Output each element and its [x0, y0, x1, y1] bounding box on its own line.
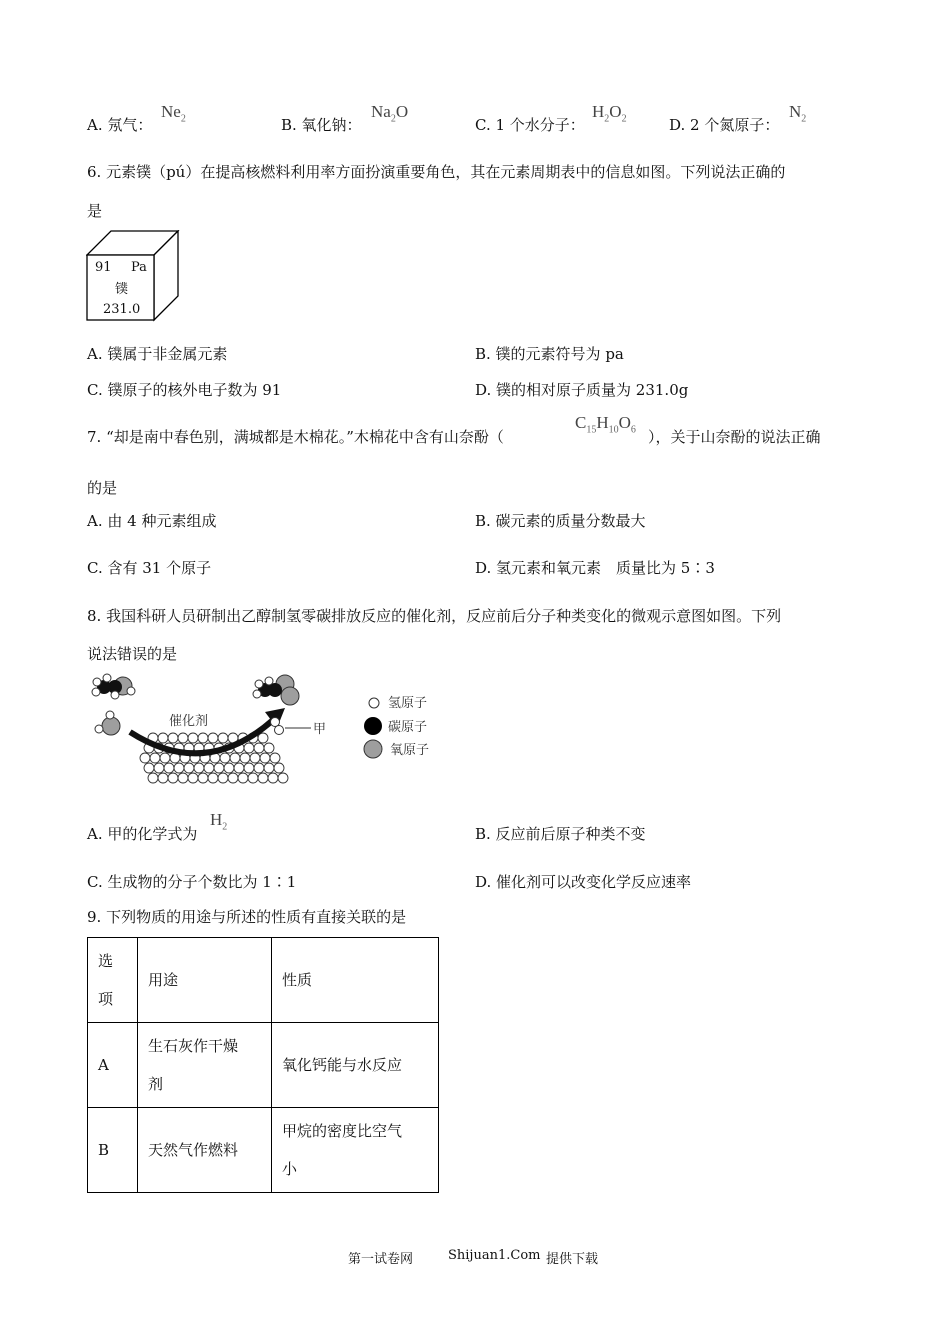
catalyst-atom [254, 743, 264, 753]
catalyst-atom [254, 763, 264, 773]
row-property: 甲烷的密度比空气 小 [272, 1108, 439, 1193]
catalyst-atom [258, 773, 268, 783]
q6-option-c: C. 镤原子的核外电子数为 91 [87, 381, 282, 399]
q5-option-d-label: D. 2 个氮原子： [669, 116, 780, 134]
q5-option-a-formula: $Ne_2$ [161, 102, 186, 125]
row-use: 天然气作燃料 [138, 1108, 272, 1193]
catalyst-atom [250, 753, 260, 763]
q5-option-b-label: B. 氧化钠： [281, 116, 362, 134]
legend-carbon-icon [364, 717, 382, 735]
table-row [88, 1023, 439, 1108]
catalyst-atom [174, 763, 184, 773]
row-property: 氧化钙能与水反应 [272, 1023, 439, 1108]
catalyst-atom [278, 773, 288, 783]
footer-right: 提供下载 [546, 1252, 599, 1267]
catalyst-surface [140, 733, 288, 783]
catalyst-atom [220, 753, 230, 763]
footer-site: Shijuan1.Com [448, 1248, 541, 1263]
catalyst-atom [274, 763, 284, 773]
catalyst-atom [160, 753, 170, 763]
catalyst-atom [204, 763, 214, 773]
catalyst-atom [178, 733, 188, 743]
element-mass: 231.0 [103, 302, 141, 317]
catalyst-atom [208, 733, 218, 743]
catalyst-atom [158, 733, 168, 743]
q9-stem: 9. 下列物质的用途与所述的性质有直接关联的是 [87, 908, 407, 926]
q8-option-d: D. 催化剂可以改变化学反应速率 [475, 873, 692, 891]
product-label: 甲 [313, 722, 327, 737]
row-option: A [88, 1023, 138, 1108]
q7-stem-line2: 的是 [87, 479, 118, 497]
catalyst-atom [218, 773, 228, 783]
q5-option-a-label: A. 氖气： [87, 116, 153, 134]
product-molecule [253, 675, 299, 705]
q6-stem-line1: 6. 元素镤（pú）在提高核燃料利用率方面扮演重要角色，其在元素周期表中的信息如图。下列说法正确的 [87, 163, 786, 181]
q8-option-c: C. 生成物的分子个数比为 1∶1 [87, 873, 297, 891]
catalyst-atom [238, 773, 248, 783]
q8-option-a-formula: $H_2$ [210, 810, 228, 833]
q7-stem-part1: 7. “却是南中春色别，满城都是木棉花。”木棉花中含有山奈酚（ [87, 428, 504, 446]
legend-oxygen-label: 氧原子 [390, 743, 430, 758]
q8-stem-line2: 说法错误的是 [87, 645, 178, 663]
catalyst-atom [228, 773, 238, 783]
catalyst-atom [240, 753, 250, 763]
catalyst-atom [188, 733, 198, 743]
catalyst-atom [234, 763, 244, 773]
legend-carbon-label: 碳原子 [388, 720, 428, 735]
table-header-row [88, 938, 439, 1023]
legend-hydrogen-icon [369, 698, 379, 708]
catalyst-atom [140, 753, 150, 763]
header-use: 用途 [138, 938, 272, 1023]
element-name: 镤 [115, 282, 129, 297]
element-atomic-number: 91 [95, 260, 112, 275]
catalyst-atom [270, 753, 280, 763]
catalyst-atom [244, 743, 254, 753]
q5-option-c-formula: $H_2O_2$ [592, 102, 627, 125]
q8-stem-line1: 8. 我国科研人员研制出乙醇制氢零碳排放反应的催化剂，反应前后分子种类变化的微观示意图如图。下列 [87, 607, 782, 625]
legend-oxygen-icon [364, 740, 382, 758]
catalyst-label: 催化剂 [169, 714, 209, 729]
catalyst-atom [198, 773, 208, 783]
q7-option-d: D. 氢元素和氧元素 质量比为 5∶3 [475, 559, 715, 577]
q5-option-b-formula: $Na_2O$ [371, 102, 409, 125]
catalyst-atom [144, 763, 154, 773]
reaction-diagram [85, 670, 445, 788]
catalyst-atom [214, 763, 224, 773]
catalyst-atom [244, 763, 254, 773]
catalyst-atom [158, 773, 168, 783]
q7-stem-part2: ），关于山奈酚的说法正确 [648, 428, 821, 446]
q7-formula: $C_{15}H_{10}O_6$ [575, 413, 636, 436]
q6-option-d: D. 镤的相对原子质量为 231.0g [475, 381, 689, 399]
catalyst-atom [150, 753, 160, 763]
q5-option-d-formula: $N_2$ [789, 102, 807, 125]
q8-option-a: A. 甲的化学式为 [87, 825, 198, 843]
catalyst-atom [154, 763, 164, 773]
catalyst-atom [268, 773, 278, 783]
q6-option-a: A. 镤属于非金属元素 [87, 345, 228, 363]
header-option: 选 项 [88, 938, 138, 1023]
catalyst-atom [198, 733, 208, 743]
q7-option-b: B. 碳元素的质量分数最大 [475, 512, 646, 530]
q9-table [87, 937, 439, 1193]
q5-option-a [87, 114, 152, 135]
catalyst-atom [258, 733, 268, 743]
table-row [88, 1108, 439, 1193]
footer-left: 第一试卷网 [348, 1252, 414, 1267]
catalyst-atom [208, 773, 218, 783]
catalyst-atom [194, 763, 204, 773]
element-symbol: Pa [131, 260, 147, 275]
catalyst-atom [168, 773, 178, 783]
q7-option-a: A. 由 4 种元素组成 [87, 512, 217, 530]
q6-stem-line2: 是 [87, 202, 103, 220]
catalyst-atom [188, 773, 198, 783]
q5-option-c [475, 114, 585, 135]
q8-option-b: B. 反应前后原子种类不变 [475, 825, 646, 843]
q5-option-d [669, 114, 779, 135]
header-property: 性质 [272, 938, 439, 1023]
catalyst-atom [168, 733, 178, 743]
row-option: B [88, 1108, 138, 1193]
catalyst-atom [218, 733, 228, 743]
catalyst-atom [224, 763, 234, 773]
q7-option-c: C. 含有 31 个原子 [87, 559, 212, 577]
catalyst-atom [148, 773, 158, 783]
q6-option-b: B. 镤的元素符号为 pa [475, 345, 624, 363]
q5-option-c-label: C. 1 个水分子： [475, 116, 585, 134]
row-use: 生石灰作干燥 剂 [138, 1023, 272, 1108]
catalyst-atom [230, 753, 240, 763]
catalyst-atom [248, 773, 258, 783]
catalyst-atom [264, 763, 274, 773]
water-molecule [95, 711, 120, 735]
catalyst-atom [260, 753, 270, 763]
catalyst-atom [184, 763, 194, 773]
hydrogen-molecule [271, 718, 312, 735]
q5-option-b [281, 114, 362, 135]
legend-hydrogen-label: 氢原子 [388, 696, 428, 711]
catalyst-atom [164, 763, 174, 773]
catalyst-atom [264, 743, 274, 753]
ethanol-molecule [92, 674, 135, 699]
catalyst-atom [178, 773, 188, 783]
